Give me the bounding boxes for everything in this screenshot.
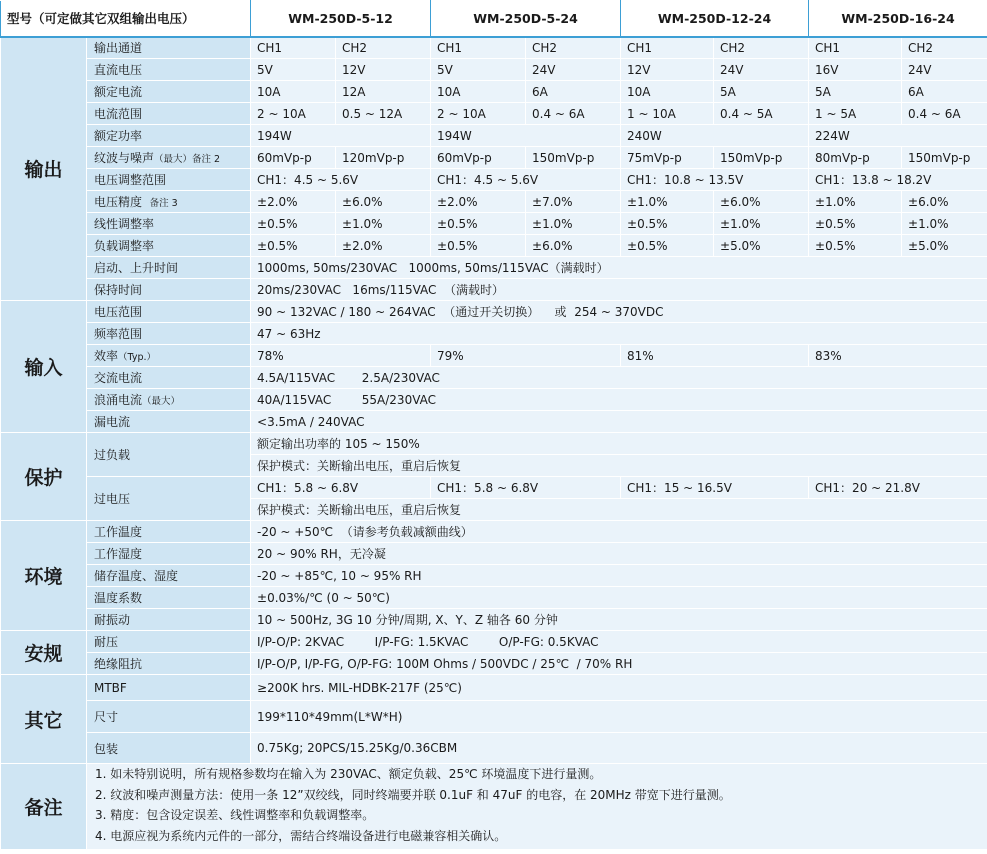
row-label: 温度系数 [87,587,251,609]
cell: CH1：20 ~ 21.8V [809,477,987,499]
cell: 20 ~ 90% RH，无冷凝 [251,543,987,565]
cell: 5V [251,59,336,81]
section-title-other: 其它 [1,675,87,764]
cell: 194W [251,125,431,147]
label-main: 效率 [94,349,119,363]
row-ripple [1,147,987,169]
cell: ±5.0% [902,235,987,257]
row-label: 负载调整率 [87,235,251,257]
row-withstand [1,631,987,653]
row-label: 保持时间 [87,279,251,301]
row-label: 包装 [87,733,251,764]
cell: ±0.5% [431,213,526,235]
note-item: 3. 精度：包含设定误差、线性调整率和负载调整率。 [95,808,375,822]
cell: 0.75Kg; 20PCS/15.25Kg/0.36CBM [251,733,987,764]
row-storage [1,565,987,587]
row-inrush [1,389,987,411]
cell: ±1.0% [714,213,809,235]
cell: 5V [431,59,526,81]
cell: 79% [431,345,621,367]
cell: 20ms/230VAC 16ms/115VAC （满载时） [251,279,987,301]
cell: ±6.0% [902,191,987,213]
row-package [1,733,987,764]
section-title-protection: 保护 [1,433,87,521]
cell: 75mVp-p [621,147,714,169]
model-label: 型号（可定做其它双组输出电压） [1,1,251,37]
cell: CH1：5.8 ~ 6.8V [251,477,431,499]
cell: <3.5mA / 240VAC [251,411,987,433]
cell: ±1.0% [809,191,902,213]
cell: ±0.5% [809,213,902,235]
row-label [87,147,251,169]
row-label: 漏电流 [87,411,251,433]
cell: 5A [714,81,809,103]
row-label: 储存温度、湿度 [87,565,251,587]
note-item: 2. 纹波和噪声测量方法：使用一条 12”双绞线，同时终端要并联 0.1uF 和 47uF 的电容，在 20MHz 带宽下进行量测。 [95,787,731,802]
row-label: 电压范围 [87,301,251,323]
cell: ±0.5% [251,235,336,257]
row-label: 交流电流 [87,367,251,389]
cell: CH1：10.8 ~ 13.5V [621,169,809,191]
row-label [87,191,251,213]
cell: CH1：5.8 ~ 6.8V [431,477,621,499]
label-main: 电压精度 [94,195,143,209]
cell: 194W [431,125,621,147]
label-main: 浪涌电流 [94,393,143,407]
header-row [1,1,987,37]
cell: 90 ~ 132VAC / 180 ~ 264VAC （通过开关切换） 或 254 ~ 370VDC [251,301,987,323]
row-label: 工作湿度 [87,543,251,565]
cell: I/P-O/P: 2KVAC I/P-FG: 1.5KVAC O/P-FG: 0.5KVAC [251,631,987,653]
cell: 1 ~ 10A [621,103,714,125]
row-frequency [1,323,987,345]
row-temp-coeff [1,587,987,609]
cell: ±5.0% [714,235,809,257]
cell: 150mVp-p [526,147,621,169]
cell: 2 ~ 10A [431,103,526,125]
cell: 4.5A/115VAC 2.5A/230VAC [251,367,987,389]
model-name: WM-250D-5-24 [431,1,621,37]
row-label: 输出通道 [87,37,251,59]
cell: 10A [431,81,526,103]
cell: 81% [621,345,809,367]
note-item: 4. 电源应视为系统内元件的一部分，需结合终端设备进行电磁兼容相关确认。 [95,828,507,843]
cell: 保护模式：关断输出电压，重启后恢复 [251,455,987,477]
cell: 199*110*49mm(L*W*H) [251,701,987,733]
cell: CH2 [902,37,987,59]
cell: 10A [621,81,714,103]
cell: 24V [902,59,987,81]
note-item: 1. 如未特别说明，所有规格参数均在输入为 230VAC、额定负载、25℃ 环境温度下进行量测。 [95,767,602,781]
cell: I/P-O/P, I/P-FG, O/P-FG: 100M Ohms / 500VDC / 25℃ / 70% RH [251,653,987,675]
cell: ±0.5% [251,213,336,235]
row-startup [1,257,987,279]
cell: 0.4 ~ 6A [526,103,621,125]
row-leakage [1,411,987,433]
row-current-range [1,103,987,125]
row-voltage-acc [1,191,987,213]
row-overvoltage-1 [1,477,987,499]
cell: CH1：4.5 ~ 5.6V [251,169,431,191]
row-label: 耐压 [87,631,251,653]
cell: ±6.0% [526,235,621,257]
row-label: 耐振动 [87,609,251,631]
section-title-output: 输出 [1,37,87,301]
cell: 6A [526,81,621,103]
row-mtbf [1,675,987,701]
row-label: 额定功率 [87,125,251,147]
notes-list [87,764,987,850]
cell: CH1 [621,37,714,59]
row-voltage-adj [1,169,987,191]
cell: ±0.5% [621,213,714,235]
cell: 0.5 ~ 12A [336,103,431,125]
cell: ±2.0% [431,191,526,213]
cell: ±1.0% [526,213,621,235]
row-rated-power [1,125,987,147]
cell: 83% [809,345,987,367]
row-size [1,701,987,733]
cell: ±6.0% [714,191,809,213]
cell: ±6.0% [336,191,431,213]
cell: 120mVp-p [336,147,431,169]
cell: 12V [336,59,431,81]
cell: ±1.0% [902,213,987,235]
cell: CH1：15 ~ 16.5V [621,477,809,499]
row-work-temp [1,521,987,543]
row-label: 频率范围 [87,323,251,345]
row-rated-current [1,81,987,103]
cell: 224W [809,125,987,147]
row-line-reg [1,213,987,235]
cell: ±1.0% [621,191,714,213]
cell: CH1：13.8 ~ 18.2V [809,169,987,191]
cell: 额定输出功率的 105 ~ 150% [251,433,987,455]
cell: ±0.5% [621,235,714,257]
row-channels [1,37,987,59]
cell: CH2 [526,37,621,59]
label-note: （Typ.） [118,352,157,363]
cell: 60mVp-p [251,147,336,169]
cell: ±0.03%/℃ (0 ~ 50℃) [251,587,987,609]
row-label: 直流电压 [87,59,251,81]
cell: ±0.5% [809,235,902,257]
cell: ±1.0% [336,213,431,235]
model-name: WM-250D-12-24 [621,1,809,37]
model-name: WM-250D-16-24 [809,1,987,37]
row-input-voltage [1,301,987,323]
model-name: WM-250D-5-12 [251,1,431,37]
cell: 150mVp-p [902,147,987,169]
cell: 24V [526,59,621,81]
cell: 60mVp-p [431,147,526,169]
cell: 80mVp-p [809,147,902,169]
row-notes [1,764,987,850]
cell: 24V [714,59,809,81]
row-label: 电流范围 [87,103,251,125]
row-label: 尺寸 [87,701,251,733]
cell: 12A [336,81,431,103]
cell: 10 ~ 500Hz, 3G 10 分钟/周期, X、Y、Z 轴各 60 分钟 [251,609,987,631]
row-hold [1,279,987,301]
cell: 16V [809,59,902,81]
cell: 5A [809,81,902,103]
row-label: MTBF [87,675,251,701]
row-vibration [1,609,987,631]
section-title-environment: 环境 [1,521,87,631]
cell: CH1 [251,37,336,59]
section-title-safety: 安规 [1,631,87,675]
cell: ±0.5% [431,235,526,257]
cell: CH2 [714,37,809,59]
cell: 40A/115VAC 55A/230VAC [251,389,987,411]
label-note: 备注 3 [149,198,178,209]
label-note: （最大） [142,396,181,407]
row-dc-voltage [1,59,987,81]
row-overload-1 [1,433,987,455]
cell: 240W [621,125,809,147]
row-work-humidity [1,543,987,565]
cell: 保护模式：关断输出电压，重启后恢复 [251,499,987,521]
row-label [87,389,251,411]
cell: -20 ~ +85℃, 10 ~ 95% RH [251,565,987,587]
row-label: 绝缘阻抗 [87,653,251,675]
row-label [87,345,251,367]
cell: 0.4 ~ 5A [714,103,809,125]
section-title-notes: 备注 [1,764,87,850]
cell: 47 ~ 63Hz [251,323,987,345]
cell: ≥200K hrs. MIL-HDBK-217F (25℃) [251,675,987,701]
cell: ±2.0% [336,235,431,257]
cell: 10A [251,81,336,103]
row-efficiency [1,345,987,367]
cell: 1 ~ 5A [809,103,902,125]
cell: 78% [251,345,431,367]
row-label: 电压调整范围 [87,169,251,191]
cell: CH2 [336,37,431,59]
row-load-reg [1,235,987,257]
label-main: 纹波与噪声 [94,151,155,165]
cell: -20 ~ +50℃ （请参考负载减额曲线） [251,521,987,543]
row-label: 工作温度 [87,521,251,543]
cell: ±2.0% [251,191,336,213]
cell: CH1 [809,37,902,59]
cell: ±7.0% [526,191,621,213]
cell: 1000ms, 50ms/230VAC 1000ms, 50ms/115VAC（满载时） [251,257,987,279]
label-note: （最大）备注 2 [154,154,221,165]
cell: CH1：4.5 ~ 5.6V [431,169,621,191]
cell: 12V [621,59,714,81]
row-label: 过电压 [87,477,251,521]
row-ac-current [1,367,987,389]
cell: 150mVp-p [714,147,809,169]
section-title-input: 输入 [1,301,87,433]
cell: 2 ~ 10A [251,103,336,125]
row-label: 线性调整率 [87,213,251,235]
row-label: 额定电流 [87,81,251,103]
cell: 0.4 ~ 6A [902,103,987,125]
row-label: 过负载 [87,433,251,477]
cell: 6A [902,81,987,103]
row-label: 启动、上升时间 [87,257,251,279]
row-insulation [1,653,987,675]
cell: CH1 [431,37,526,59]
